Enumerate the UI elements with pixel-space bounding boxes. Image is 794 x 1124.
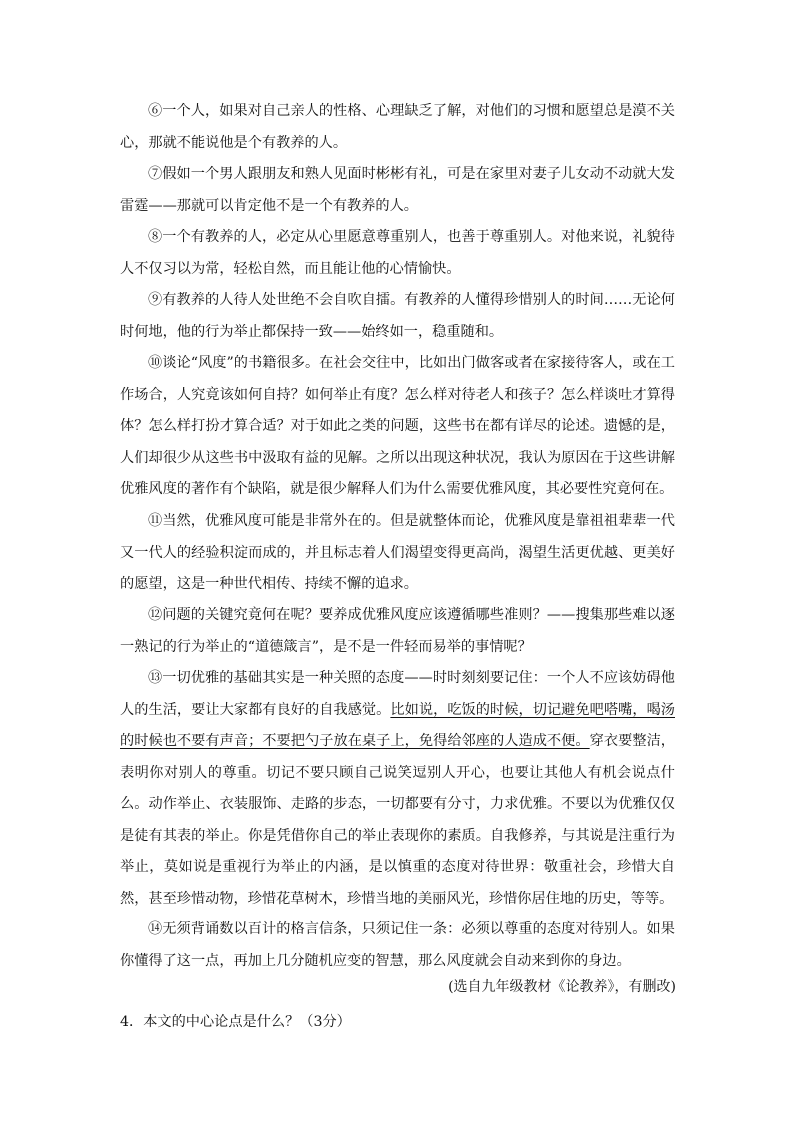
paragraph-11: ⑪当然，优雅风度可能是非常外在的。但是就整体而论，优雅风度是靠祖祖辈辈一代又一代人的经验积淀而成的，并且标志着人们渴望变得更高尚，渴望生活更优越、更美好的愿望，这是一种世代相传、持续不懈的追求。: [120, 513, 675, 592]
paragraph-9: ⑨有教养的人待人处世绝不会自吹自擂。有教养的人懂得珍惜别人的时间……无论何时何地，他的行为举止都保持一致——始终如一，稳重随和。: [120, 292, 675, 340]
paragraph-6: ⑥一个人，如果对自己亲人的性格、心理缺乏了解，对他们的习惯和愿望总是漠不关心，那就不能说他是个有教养的人。: [120, 103, 675, 151]
paragraph-13-underlined-sentence: 比如说，吃饭的时候，切记避免吧嗒嘴，喝汤的时候也不要有声音；不要把勺子放在桌子上，免得给邻座的人造成不便。: [120, 701, 675, 749]
paragraph-13: [120, 663, 675, 915]
paragraph-13-text-end: 穿衣要整洁，表明你对别人的尊重。切记不要只顾自己说笑逗别人开心，也要让其他人有机会说点什么。动作举止、衣装服饰、走路的步态，一切都要有分寸，力求优雅。不要以为优雅仅仅是徒有其表的举止。你是凭借你自己的举止表现你的素质。自我修养，与其说是注重行为举止，莫如说是重视行为举止的内涵，是以慎重的态度对待世界：敬重社会，珍惜大自然，甚至珍惜动物，珍惜花草树木，珍惜当地的美丽风光，珍惜你居住地的历史，等等。: [120, 733, 675, 907]
paragraph-13-text-start: ⑬一切优雅的基础其实是一种关照的态度——时时刻刻要记住：一个人不应该妨碍他人的生活，要让大家都有良好的自我感觉。: [120, 670, 675, 718]
paragraph-8: ⑧一个有教养的人，必定从心里愿意尊重别人，也善于尊重别人。对他来说，礼貌待人不仅习以为常，轻松自然，而且能让他的心情愉快。: [120, 229, 675, 277]
question-4: 4．本文的中心论点是什么？（3分）: [120, 1014, 351, 1030]
paragraph-12: ⑫问题的关键究竟何在呢？要养成优雅风度应该遵循哪些准则？——搜集那些难以逐一熟记的行为举止的“道德箴言”，是不是一件轻而易举的事情呢？: [120, 607, 675, 655]
paragraph-14: ⑭无须背诵数以百计的格言信条，只须记住一条：必须以尊重的态度对待别人。如果你懂得了这一点，再加上几分随机应变的智慧，那么风度就会自动来到你的身边。: [120, 921, 675, 969]
source-citation: (选自九年级教材《论教养》，有删改): [448, 979, 676, 995]
paragraph-7: ⑦假如一个男人跟朋友和熟人见面时彬彬有礼，可是在家里对妻子儿女动不动就大发雷霆——那就可以肯定他不是一个有教养的人。: [120, 166, 675, 214]
paragraph-10: ⑩谈论“风度”的书籍很多。在社会交往中，比如出门做客或者在家接待客人，或在工作场合，人究竟该如何自持？如何举止有度？怎么样对待老人和孩子？怎么样谈吐才算得体？怎么样打扮才算合适？对于如此之类的问题，这些书在都有详尽的论述。遗憾的是，人们却很少从这些书中汲取有益的见解。之所以出现这种状况，我认为原因在于这些讲解优雅风度的著作有个缺陷，就是很少解释人们为什么需要优雅风度，其必要性究竟何在。: [120, 355, 675, 497]
